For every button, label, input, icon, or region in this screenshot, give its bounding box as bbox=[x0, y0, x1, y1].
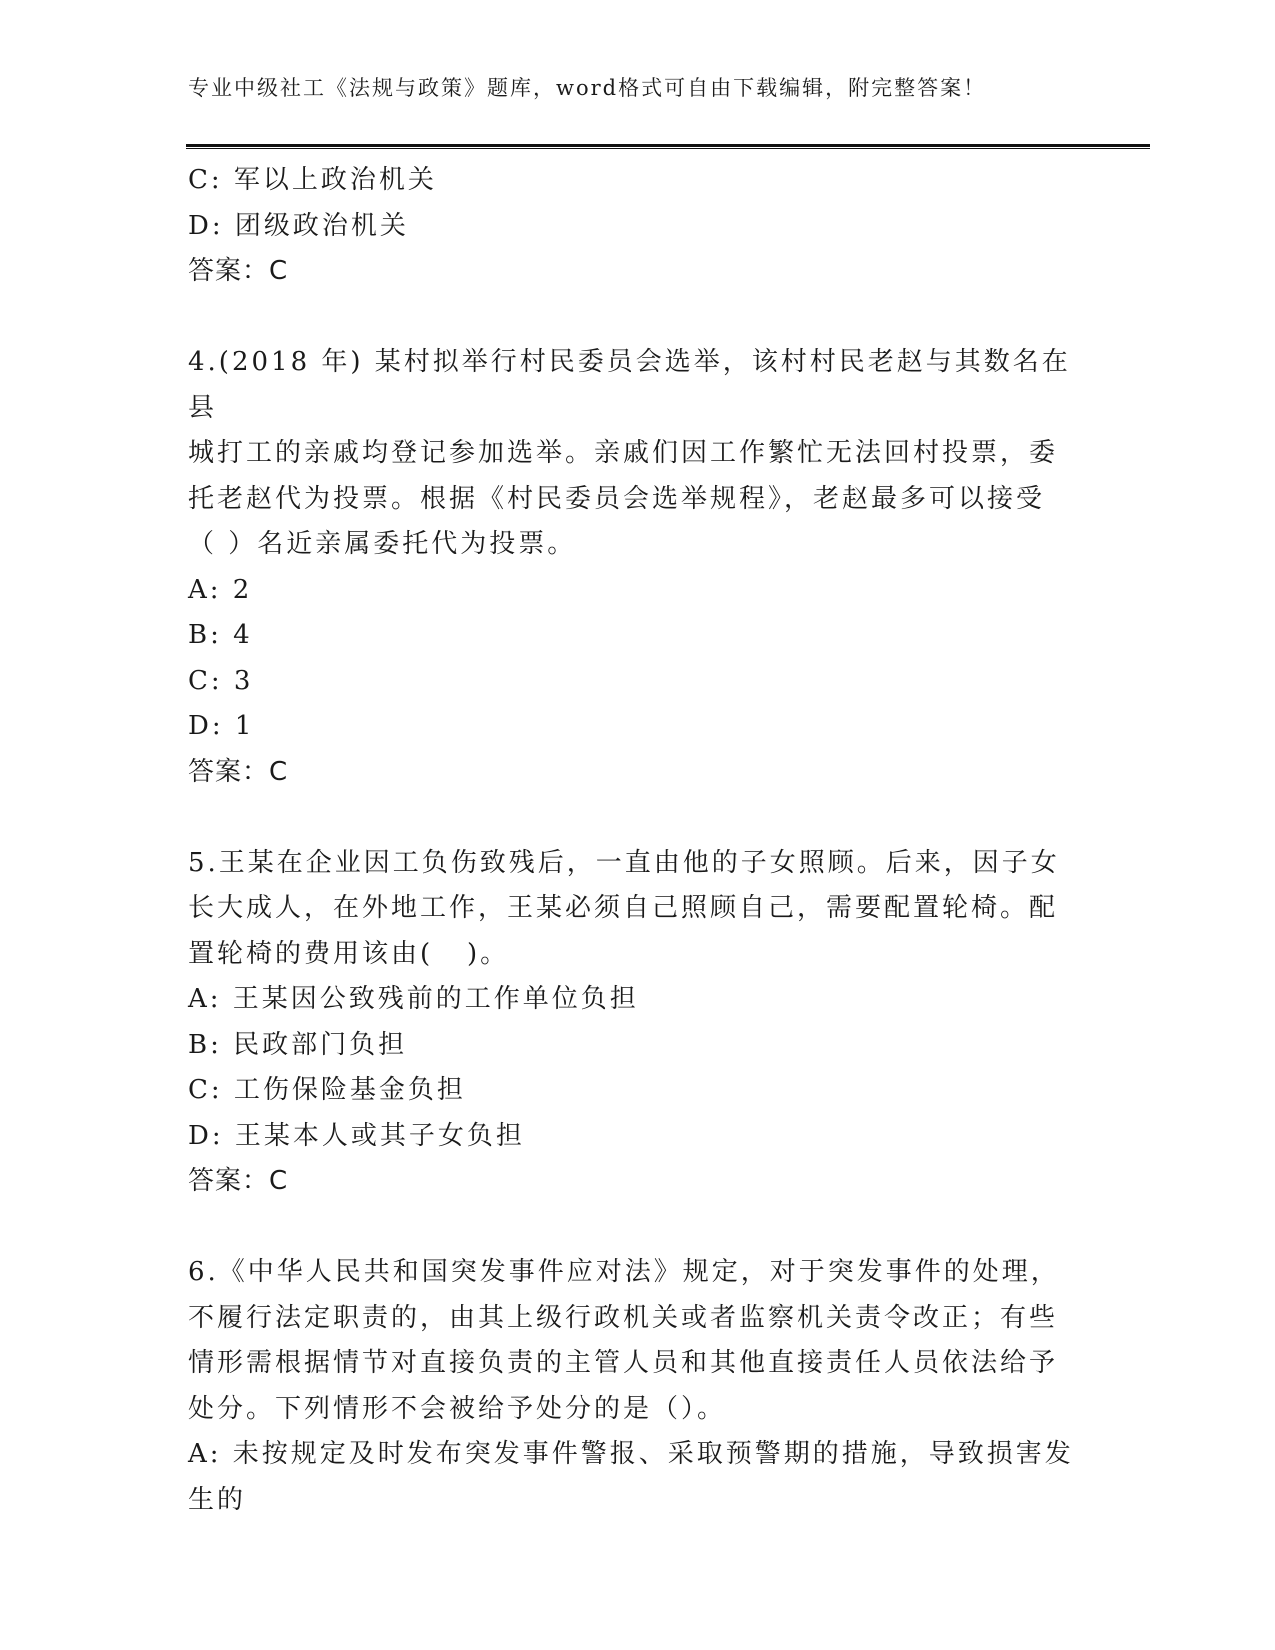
question-stem-line: 城打工的亲戚均登记参加选举。亲戚们因工作繁忙无法回村投票，委 bbox=[188, 438, 1059, 468]
header-divider bbox=[186, 144, 1150, 149]
option-d: D: 王某本人或其子女负担 bbox=[188, 1120, 525, 1151]
option-a-continuation: 生的 bbox=[188, 1484, 247, 1515]
option-c: C: 工伤保险基金负担 bbox=[188, 1075, 466, 1105]
answer-line: 答案：C bbox=[188, 756, 289, 787]
answer-line: 答案：C bbox=[188, 256, 289, 286]
option-c: C: 军以上政治机关 bbox=[188, 165, 437, 195]
option-a: A: 王某因公致残前的工作单位负担 bbox=[188, 984, 639, 1014]
question-stem-line: 4.(2018 年) 某村拟举行村民委员会选举，该村村民老赵与其数名在县 bbox=[188, 347, 1071, 423]
question-3-tail bbox=[188, 158, 1088, 295]
question-spacer bbox=[188, 795, 1088, 841]
question-spacer bbox=[188, 295, 1088, 341]
option-d: D: 团级政治机关 bbox=[188, 210, 409, 241]
option-d: D: 1 bbox=[188, 711, 255, 741]
answer-line: 答案：C bbox=[188, 1166, 289, 1196]
option-b: B: 4 bbox=[188, 620, 253, 650]
question-stem-line: 置轮椅的费用该由( )。 bbox=[188, 938, 510, 969]
page-header-title: 专业中级社工《法规与政策》题库，word格式可自由下载编辑，附完整答案！ bbox=[188, 76, 987, 100]
question-content bbox=[188, 158, 1088, 1523]
question-stem-line: 情形需根据情节对直接负责的主管人员和其他直接责任人员依法给予 bbox=[188, 1348, 1059, 1378]
question-6 bbox=[188, 1250, 1088, 1523]
question-stem-line: 不履行法定职责的，由其上级行政机关或者监察机关责令改正；有些 bbox=[188, 1302, 1059, 1333]
question-stem-line: 长大成人，在外地工作，王某必须自己照顾自己，需要配置轮椅。配 bbox=[188, 893, 1059, 923]
question-stem-line: （ ）名近亲属委托代为投票。 bbox=[188, 529, 577, 559]
question-5 bbox=[188, 841, 1088, 1205]
option-c: C: 3 bbox=[188, 665, 254, 696]
option-a: A: 未按规定及时发布突发事件警报、采取预警期的措施，导致损害发 bbox=[188, 1439, 1074, 1469]
option-b: B: 民政部门负担 bbox=[188, 1029, 408, 1060]
option-a: A: 2 bbox=[188, 574, 253, 605]
question-4 bbox=[188, 340, 1088, 795]
question-stem-line: 处分。下列情形不会被给予处分的是（）。 bbox=[188, 1393, 727, 1424]
question-stem-line: 6.《中华人民共和国突发事件应对法》规定，对于突发事件的处理， bbox=[188, 1257, 1060, 1287]
question-stem-line: 5.王某在企业因工负伤致残后，一直由他的子女照顾。后来，因子女 bbox=[188, 847, 1060, 878]
question-spacer bbox=[188, 1205, 1088, 1251]
question-stem-line: 托老赵代为投票。根据《村民委员会选举规程》，老赵最多可以接受 bbox=[188, 483, 1046, 514]
